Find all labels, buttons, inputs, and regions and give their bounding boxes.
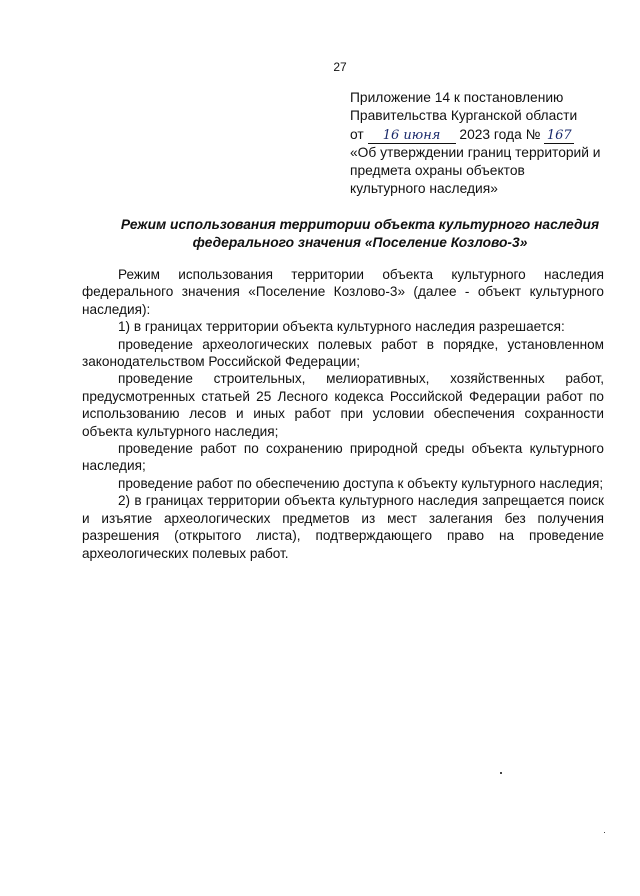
title-line-1: Режим использования территории объекта культурного наследия bbox=[120, 217, 600, 232]
paragraph-nature-preservation: проведение работ по сохранению природной среды объекта культурного наследия; bbox=[82, 441, 604, 474]
scan-speck bbox=[604, 832, 605, 833]
appendix-line-2: Правительства Курганской области bbox=[350, 108, 578, 124]
date-prefix: от bbox=[350, 126, 364, 142]
paragraph-intro: Режим использования территории объекта культурного наследия федерального значения «Поселение Козлово-3» (далее - объект культурного наследия): bbox=[82, 267, 604, 317]
handwritten-number: 167 bbox=[544, 129, 574, 144]
appendix-line-6: культурного наследия» bbox=[350, 181, 498, 197]
title-line-2: федерального значения «Поселение Козлово-3» bbox=[192, 235, 528, 250]
year-text: 2023 года bbox=[459, 126, 522, 142]
handwritten-date: 16 июня bbox=[368, 129, 456, 144]
paragraph-prohibited: 2) в границах территории объекта культурного наследия запрещается поиск и изъятие археологических предметов из мест залегания без получения разрешения (открытого листа), подтверждающего право на проведение археологических полевых работ. bbox=[82, 493, 604, 561]
scan-speck bbox=[500, 772, 502, 774]
page-number: 27 bbox=[333, 60, 347, 74]
paragraph-access-works: проведение работ по обеспечению доступа к объекту культурного наследия; bbox=[118, 475, 604, 491]
body-text bbox=[82, 266, 604, 562]
appendix-line-1: Приложение 14 к постановлению bbox=[350, 90, 564, 105]
paragraph-archaeological-works: проведение археологических полевых работ в порядке, установленном законодательством Российской Федерации; bbox=[82, 336, 604, 370]
document-title bbox=[90, 216, 630, 252]
appendix-line-4: «Об утверждении границ территорий и bbox=[350, 144, 601, 160]
number-prefix: № bbox=[525, 126, 541, 142]
appendix-date-line bbox=[350, 126, 620, 144]
paragraph-permitted-heading: 1) в границах территории объекта культурного наследия разрешается: bbox=[118, 319, 565, 335]
appendix-header bbox=[350, 89, 620, 199]
appendix-line-5: предмета охраны объектов bbox=[350, 163, 525, 179]
paragraph-construction-works: проведение строительных, мелиоративных, хозяйственных работ, предусмотренных статьей 25 Лесного кодекса Российской Федерации работ по использованию лесов и иных работ при условии обеспечения сохранности объекта культурного наследия; bbox=[82, 371, 604, 439]
